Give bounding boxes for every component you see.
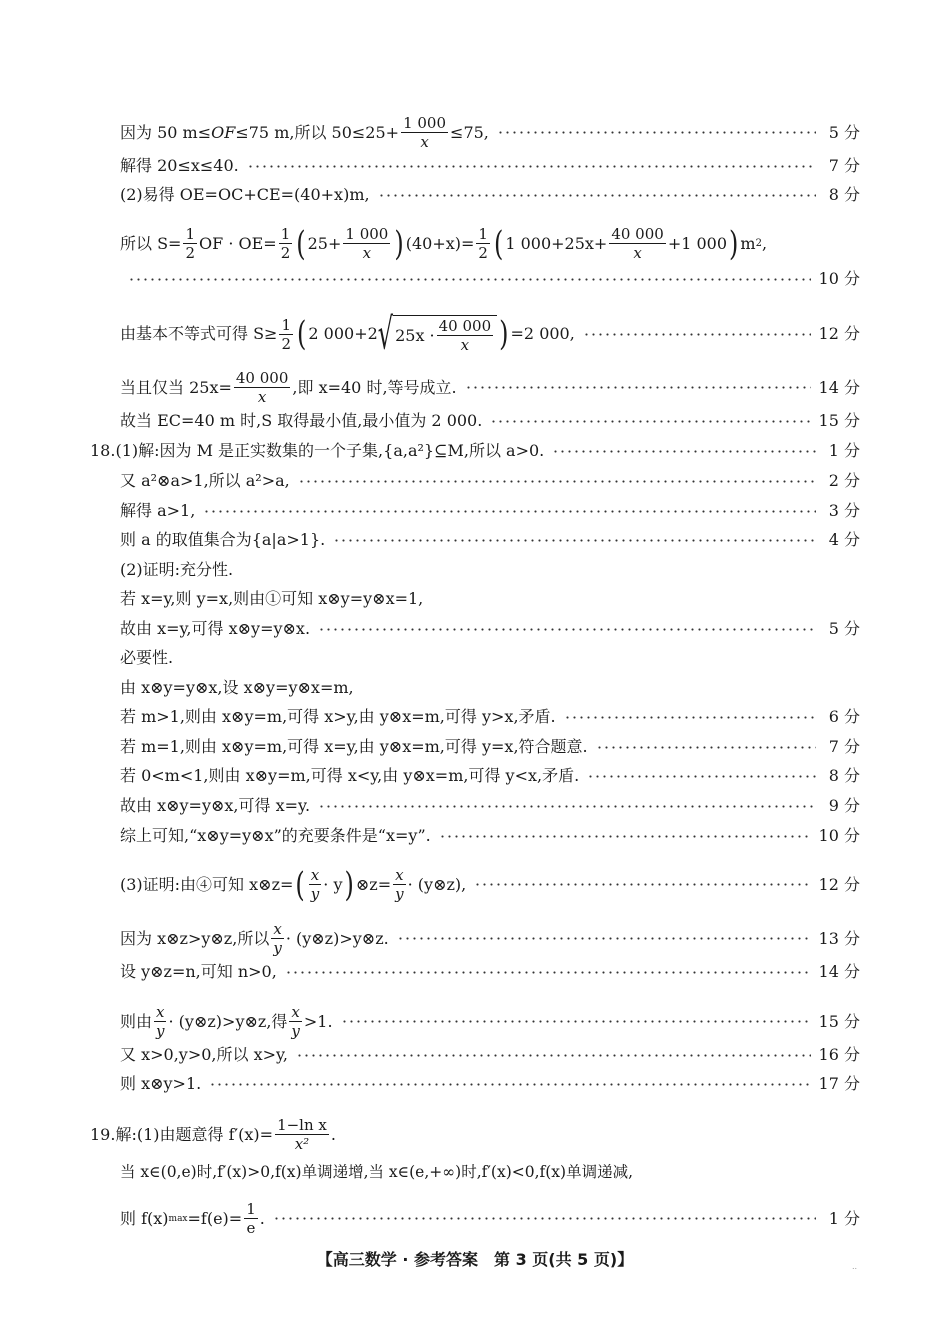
l26-c: >1. <box>303 1011 333 1031</box>
line-7 <box>120 370 860 405</box>
line-19 <box>120 737 860 757</box>
l25-text: 设 y⊗z=n,可知 n>0, <box>120 962 277 981</box>
line-21 <box>120 796 860 816</box>
l6-frac-2 <box>437 318 494 353</box>
l31-frac <box>244 1201 258 1236</box>
leader-dots <box>397 937 811 940</box>
line-29 <box>90 1117 860 1152</box>
l4-f4-num: 1 <box>478 225 488 243</box>
paren-open: ( <box>493 223 504 264</box>
l19-text: 若 m=1,则由 x⊗y=m,可得 x=y,由 y⊗x=m,可得 y=x,符合题意. <box>120 737 588 756</box>
l25-score: 14 分 <box>818 962 860 981</box>
l6-c: 25x · <box>395 325 435 345</box>
l6-f2-num: 40 000 <box>438 317 492 335</box>
l15-text: 故由 x=y,可得 x⊗y=y⊗x. <box>120 619 311 638</box>
l1-pre: 因为 50 m≤ <box>120 122 212 142</box>
line-3 <box>120 185 860 205</box>
l1-of: OF <box>211 122 236 142</box>
l31-a: 则 f(x) <box>120 1208 169 1228</box>
l4-b: OF · OE= <box>199 233 277 253</box>
paren-close: ) <box>394 223 404 264</box>
l6-frac-1 <box>279 317 293 352</box>
leader-dots <box>285 971 811 974</box>
l23-f1-den: y <box>310 885 320 903</box>
l23-f1-num: x <box>310 866 320 884</box>
l4-c: 25+ <box>307 233 342 253</box>
leader-dots <box>439 835 811 838</box>
l1-frac <box>401 115 448 150</box>
l31-score: 1 分 <box>828 1208 860 1228</box>
l6-score: 12 分 <box>818 324 860 343</box>
l4-frac-3 <box>343 226 390 261</box>
line-2 <box>120 156 860 176</box>
leader-dots <box>583 333 811 336</box>
leader-dots <box>318 628 816 631</box>
paren-open: ( <box>297 314 307 354</box>
paren-close: ) <box>344 864 354 905</box>
l28-text: 则 x⊗y>1. <box>120 1074 202 1093</box>
l4-f5-den: x <box>633 244 642 262</box>
l4-g: +1 000 <box>667 233 728 253</box>
corner-mark: .. <box>852 1262 858 1271</box>
line-4 <box>120 223 860 264</box>
l4-f1-num: 1 <box>185 225 196 243</box>
l7-f-num: 40 000 <box>235 369 289 387</box>
l23-c: ⊗z= <box>355 874 392 894</box>
l29-b: . <box>330 1124 336 1144</box>
l21-text: 故由 x⊗y=y⊗x,可得 x=y. <box>120 796 311 815</box>
l23-score: 12 分 <box>818 874 860 894</box>
l26-f2-num: x <box>291 1003 300 1021</box>
leader-dots <box>273 1217 816 1220</box>
l11-text: 解得 a>1, <box>120 501 196 520</box>
l10-score: 2 分 <box>828 471 860 490</box>
l1-frac-den: x <box>420 133 429 151</box>
leader-dots <box>298 480 816 483</box>
l4-d: (40+x)= <box>405 233 475 253</box>
l24-a: 因为 x⊗z>y⊗z,所以 <box>120 928 270 948</box>
l29-frac <box>275 1117 329 1152</box>
page-footer: 【高三数学 · 参考答案 第 3 页(共 5 页)】 <box>316 1250 634 1269</box>
l24-b: · (y⊗z)>y⊗z. <box>285 928 389 948</box>
l4-frac-5 <box>609 226 666 261</box>
l26-f1-den: y <box>156 1022 165 1040</box>
l4-f4-den: 2 <box>478 244 488 262</box>
l1-score: 5 分 <box>828 122 860 142</box>
l4-unit-sup: 2 <box>755 237 762 249</box>
l8-score: 15 分 <box>818 411 860 430</box>
l2-text: 解得 20≤x≤40. <box>120 156 239 175</box>
l18-score: 6 分 <box>828 707 860 726</box>
l26-f2-den: y <box>291 1022 300 1040</box>
l15-score: 5 分 <box>828 619 860 638</box>
l19-score: 7 分 <box>828 737 860 756</box>
l31-b: =f(e)= <box>187 1208 243 1228</box>
l27-score: 16 分 <box>818 1045 860 1064</box>
l4-f3-den: x <box>362 244 372 262</box>
leader-dots <box>596 746 816 749</box>
l22-score: 10 分 <box>818 826 860 845</box>
l26-a: 则由 <box>120 1011 153 1031</box>
l4-unit: m <box>740 233 756 253</box>
line-28 <box>120 1074 860 1094</box>
leader-dots <box>465 386 811 389</box>
line-9 <box>90 441 860 461</box>
leader-dots <box>497 131 816 134</box>
line-8 <box>120 411 860 431</box>
l11-score: 3 分 <box>828 501 860 520</box>
line-18 <box>120 707 860 727</box>
l30-text: 当 x∈(0,e)时,f′(x)>0,f(x)单调递增,当 x∈(e,+∞)时,f′(x)<0,f(x)单调递减, <box>120 1163 634 1181</box>
l6-f1-den: 2 <box>281 334 292 353</box>
l4-a: 所以 S= <box>120 233 182 253</box>
l23-frac-1 <box>309 867 321 902</box>
l4-f2-num: 1 <box>280 225 291 243</box>
l12-text: 则 a 的取值集合为{a|a>1}. <box>120 530 326 549</box>
l1-mid: ≤75 m,所以 50≤25+ <box>235 122 400 142</box>
l1-frac-num: 1 000 <box>403 114 447 132</box>
l20-score: 8 分 <box>828 766 860 785</box>
leader-dots <box>341 1020 811 1023</box>
l3-score: 8 分 <box>828 185 860 204</box>
leader-dots <box>209 1083 810 1086</box>
line-17 <box>120 678 860 698</box>
line-26 <box>120 1004 860 1039</box>
l29-f-num: 1−ln x <box>277 1116 327 1134</box>
l14-text: 若 x=y,则 y=x,则由①可知 x⊗y=y⊗x=1, <box>120 589 424 608</box>
l7-frac <box>234 370 291 405</box>
l1-post: ≤75, <box>450 122 489 142</box>
l4-frac-4 <box>476 226 490 261</box>
leader-dots <box>587 775 816 778</box>
leader-dots <box>378 194 816 197</box>
l10-text: 又 a²⊗a>1,所以 a²>a, <box>120 471 290 490</box>
sqrt <box>377 308 497 360</box>
l24-f-num: x <box>273 920 282 938</box>
l17-text: 由 x⊗y=y⊗x,设 x⊗y=y⊗x=m, <box>120 678 354 697</box>
line-20 <box>120 766 860 786</box>
l8-text: 故当 EC=40 m 时,S 取得最小值,最小值为 2 000. <box>120 411 483 430</box>
l2-score: 7 分 <box>828 156 860 175</box>
leader-dots <box>203 510 816 513</box>
l6-a: 由基本不等式可得 S≥ <box>120 324 278 343</box>
l26-score: 15 分 <box>818 1011 860 1031</box>
l23-d: · (y⊗z), <box>407 874 467 894</box>
l5-score: 10 分 <box>818 269 860 288</box>
l31-c: . <box>259 1208 265 1228</box>
l23-frac-2 <box>393 867 405 902</box>
leader-dots <box>247 165 816 168</box>
l4-frac-1 <box>183 226 197 261</box>
l31-f-den: e <box>246 1219 256 1237</box>
paren-close: ) <box>729 223 739 264</box>
leader-dots <box>490 420 810 423</box>
l20-text: 若 0<m<1,则由 x⊗y=m,可得 x<y,由 y⊗x=m,可得 y<x,矛盾. <box>120 766 580 785</box>
line-27 <box>120 1045 860 1065</box>
l6-d: =2 000, <box>510 324 575 343</box>
l31-sub: max <box>168 1213 188 1224</box>
line-12 <box>120 530 860 550</box>
l26-b: · (y⊗z)>y⊗z,得 <box>168 1011 288 1031</box>
l24-score: 13 分 <box>818 928 860 948</box>
l26-frac-1 <box>154 1004 166 1039</box>
l7-a: 当且仅当 25x= <box>120 377 232 397</box>
line-16 <box>120 648 860 668</box>
line-1 <box>120 115 860 150</box>
l31-f-num: 1 <box>246 1200 256 1218</box>
leader-dots <box>564 716 816 719</box>
l4-f3-num: 1 000 <box>345 225 389 243</box>
leader-dots <box>552 450 816 453</box>
line-24 <box>120 921 860 956</box>
paren-close: ) <box>499 314 509 354</box>
l24-f-den: y <box>273 939 282 957</box>
l18-text: 若 m>1,则由 x⊗y=m,可得 x>y,由 y⊗x=m,可得 y>x,矛盾. <box>120 707 556 726</box>
line-14 <box>120 589 860 609</box>
line-5 <box>120 269 860 289</box>
l23-b: · y <box>323 874 343 894</box>
line-10 <box>120 471 860 491</box>
l29-f-den: x² <box>294 1135 310 1153</box>
l4-frac-2 <box>279 226 293 261</box>
paren-open: ( <box>295 864 305 905</box>
line-30 <box>120 1162 860 1182</box>
l9-score: 1 分 <box>828 441 860 460</box>
l6-b: 2 000+2 <box>308 324 378 343</box>
l23-a: (3)证明:由④可知 x⊗z= <box>120 874 294 894</box>
line-23 <box>120 864 860 905</box>
l29-a: 19.解:(1)由题意得 f′(x)= <box>90 1124 274 1144</box>
l6-f1-num: 1 <box>281 315 292 334</box>
l26-f1-num: x <box>156 1003 165 1021</box>
l7-b: ,即 x=40 时,等号成立. <box>292 377 457 397</box>
l6-f2-den: x <box>460 336 470 354</box>
leader-dots <box>128 278 811 281</box>
l13-text: (2)证明:充分性. <box>120 560 234 579</box>
l16-text: 必要性. <box>120 648 174 667</box>
leader-dots <box>296 1054 811 1057</box>
l23-f2-num: x <box>395 866 404 884</box>
l7-f-den: x <box>257 388 267 406</box>
l7-score: 14 分 <box>818 377 860 397</box>
sqrt-content <box>393 315 497 353</box>
paren-open: ( <box>296 223 306 264</box>
l23-f2-den: y <box>395 885 404 903</box>
l22-text: 综上可知,“x⊗y=y⊗x”的充要条件是“x=y”. <box>120 826 431 845</box>
line-31 <box>120 1201 860 1236</box>
l24-frac <box>271 921 283 956</box>
l3-text: (2)易得 OE=OC+CE=(40+x)m, <box>120 185 370 204</box>
line-11 <box>120 501 860 521</box>
l4-f5-num: 40 000 <box>611 225 664 243</box>
l4-f2-den: 2 <box>280 244 291 262</box>
line-13 <box>120 560 860 580</box>
l26-frac-2 <box>289 1004 301 1039</box>
l9-text: 18.(1)解:因为 M 是正实数集的一个子集,{a,a²}⊆M,所以 a>0. <box>90 441 545 460</box>
line-15 <box>120 619 860 639</box>
sqrt-sign: √ <box>377 308 394 360</box>
leader-dots <box>318 805 816 808</box>
line-6 <box>120 308 860 360</box>
l28-score: 17 分 <box>818 1074 860 1093</box>
l27-text: 又 x>0,y>0,所以 x>y, <box>120 1045 289 1064</box>
leader-dots <box>474 883 810 886</box>
l12-score: 4 分 <box>828 530 860 549</box>
leader-dots <box>333 539 816 542</box>
line-25 <box>120 962 860 982</box>
l4-e: 1 000+25x+ <box>505 233 608 253</box>
line-22 <box>120 826 860 846</box>
l21-score: 9 分 <box>828 796 860 815</box>
l4-tail: , <box>761 233 768 253</box>
l4-f1-den: 2 <box>185 244 196 262</box>
